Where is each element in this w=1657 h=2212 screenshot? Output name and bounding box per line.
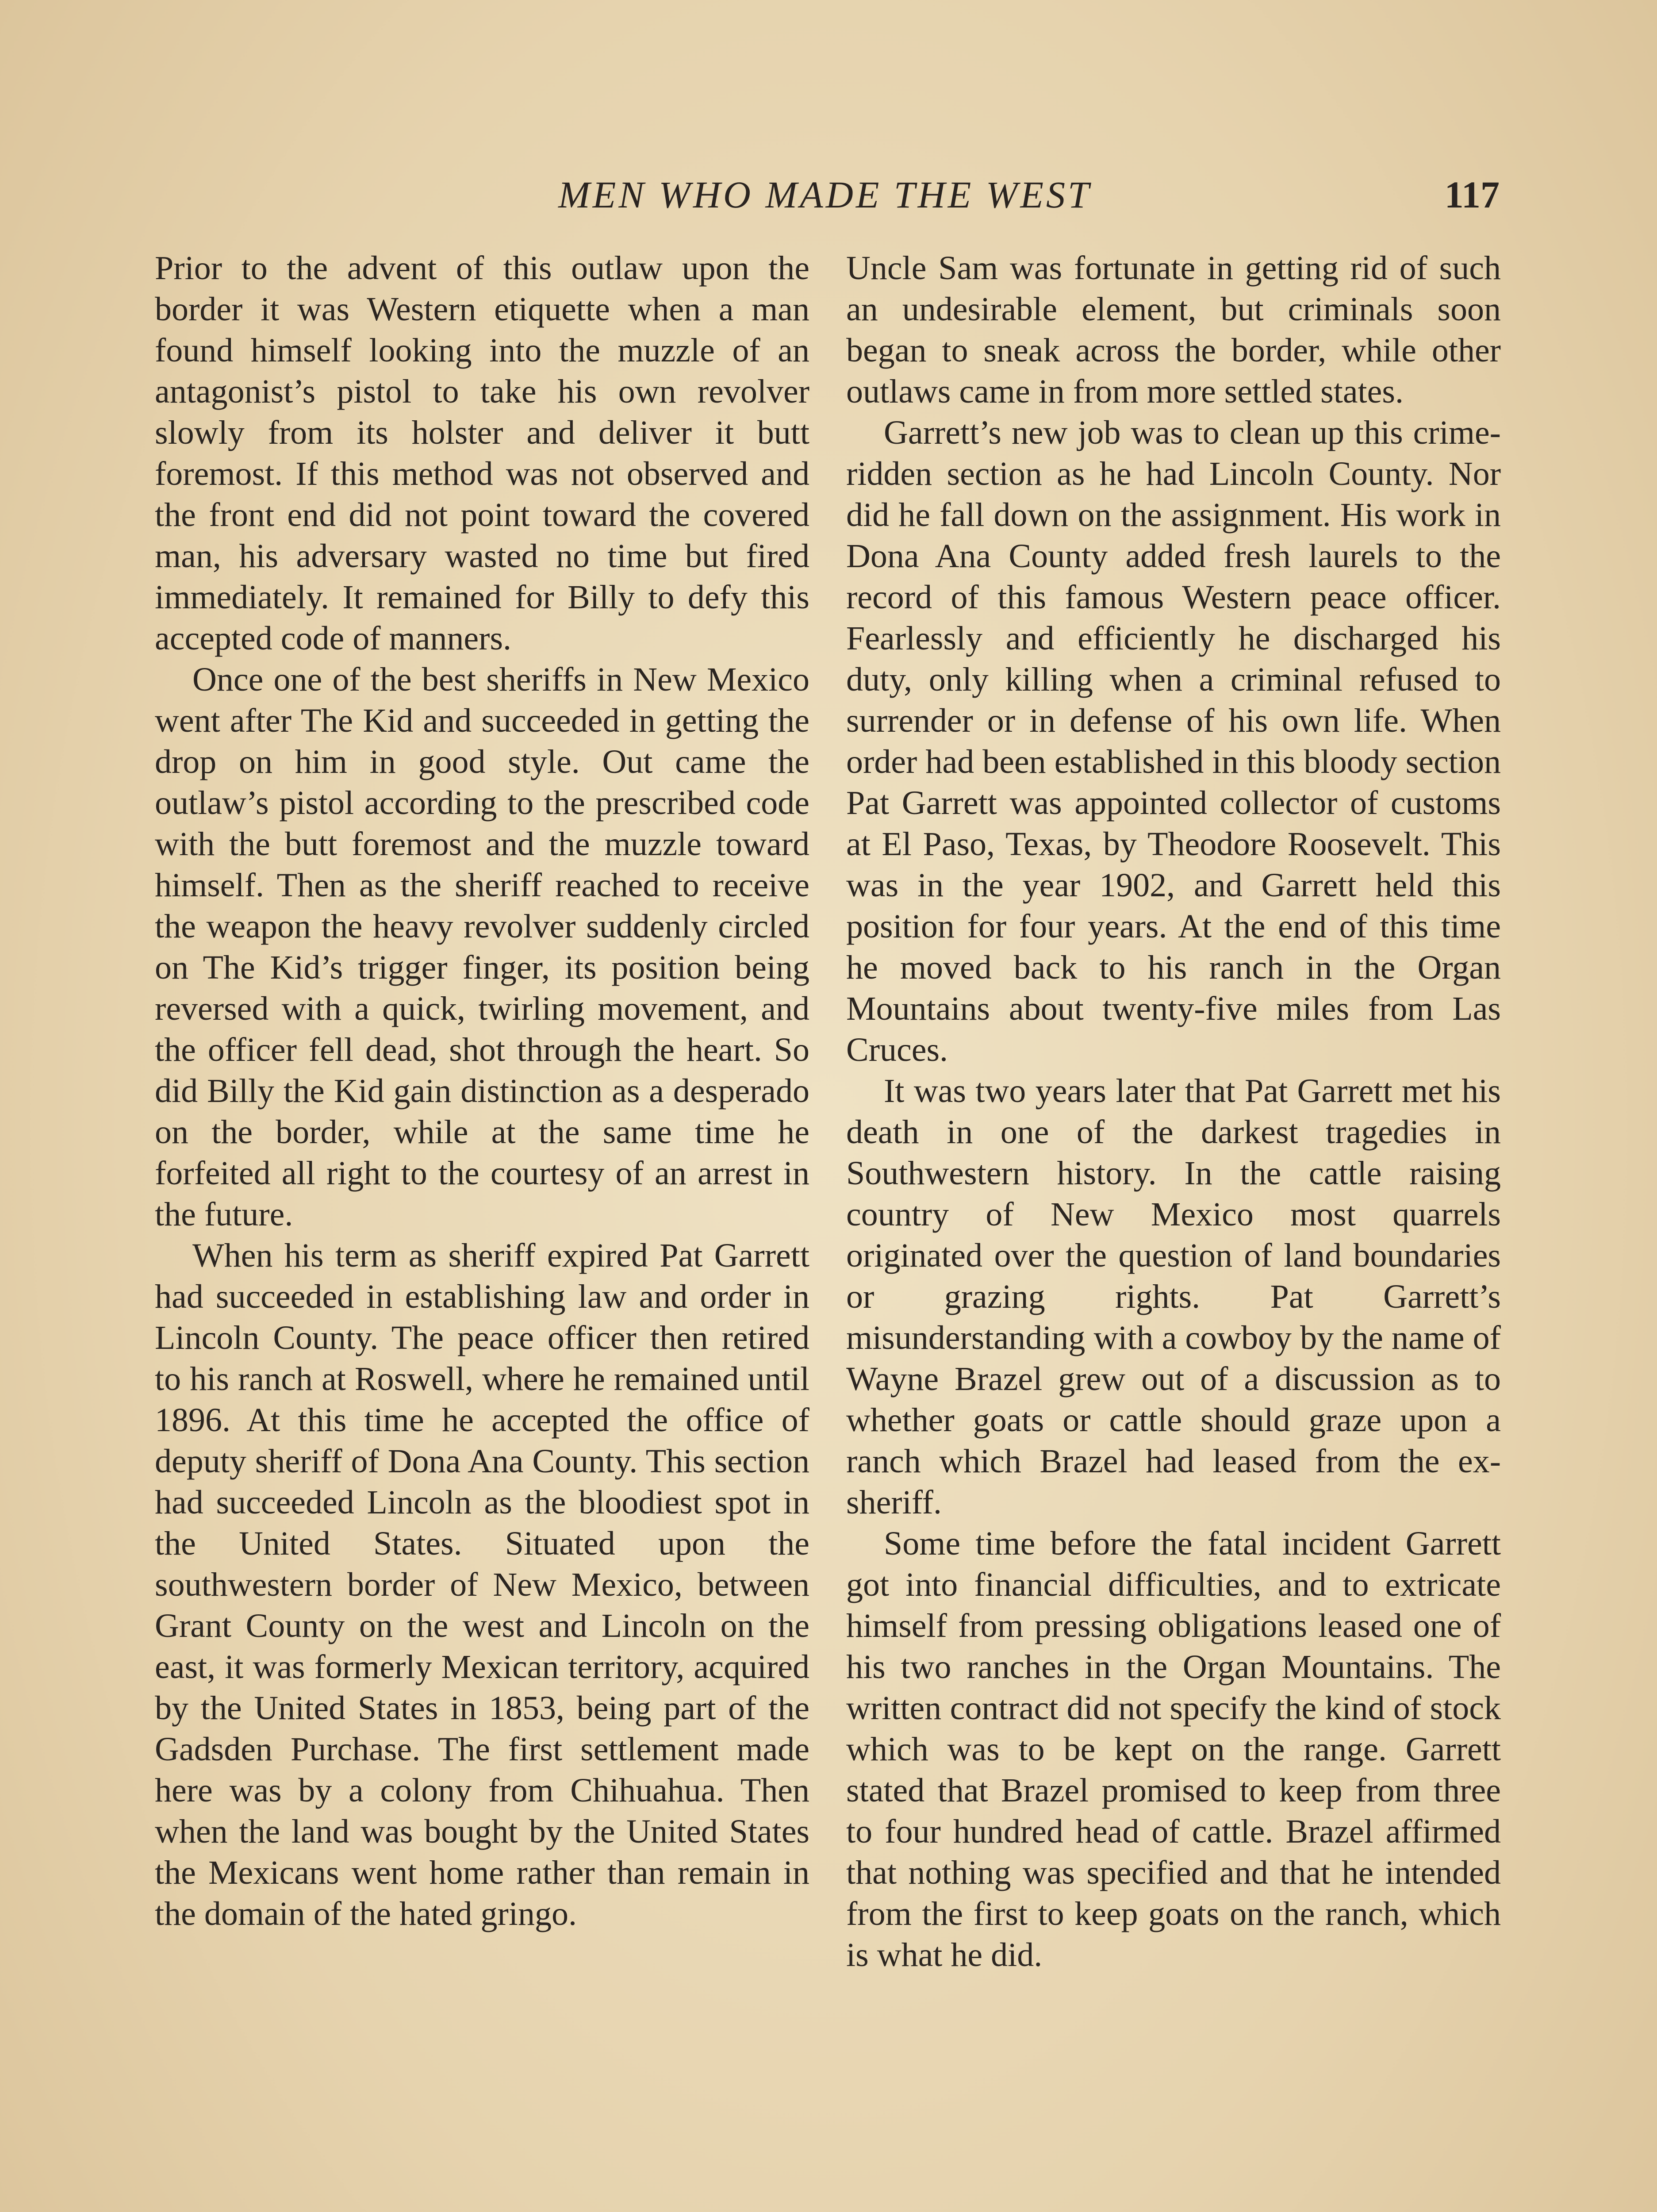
running-head [150, 168, 1500, 221]
paragraph: Prior to the advent of this outlaw upon the border it was Western etiquette when a man found himself looking into the muzzle of an antagonist’s pistol to take his own revolver slowly from its holster and deliver it butt foremost. If this method was not observed and the front end did not point toward the covered man, his adversary wasted no time but fired immediately. It remained for Billy to defy this accepted code of manners. [155, 250, 809, 657]
left-column [155, 248, 809, 1935]
paragraph: Once one of the best sheriffs in New Mexico went after The Kid and succeeded in getting the drop on him in good style. Out came the outlaw’s pistol according to the prescribed code with the butt foremost and the muzzle toward himself. Then as the sheriff reached to receive the weapon the heavy revolver suddenly circled on The Kid’s trigger finger, its position being reversed with a quick, twirling movement, and the officer fell dead, shot through the heart. So did Billy the Kid gain distinction as a desperado on the border, while at the same time he forfeited all right to the courtesy of an arrest in the future. [155, 661, 809, 1233]
paragraph: Some time before the fatal incident Garrett got into financial difficulties, and to extricate himself from pressing obligations leased one of his two ranches in the Organ Mountains. The written contract did not specify the kind of stock which was to be kept on the range. Garrett stated that Brazel promised to keep from three to four hundred head of cattle. Brazel affirmed that nothing was specified and that he intended from the first to keep goats on the ranch, which is what he did. [846, 1525, 1501, 1974]
paragraph: When his term as sheriff expired Pat Garrett had succeeded in establishing law and order in Lincoln County. The peace officer then retired to his ranch at Roswell, where he remained until 1896. At this time he accepted the office of deputy sheriff of Dona Ana County. This section had succeeded Lincoln as the bloodiest spot in the United States. Situated upon the southwestern border of New Mexico, between Grant County on the west and Lincoln on the east, it was formerly Mexican territory, acquired by the United States in 1853, being part of the Gadsden Purchase. The first settlement made here was by a colony from Chihuahua. Then when the land was bought by the United States the Mexicans went home rather than remain in the domain of the hated gringo. [155, 1237, 809, 1932]
paragraph: Garrett’s new job was to clean up this crime-ridden section as he had Lincoln County. Nor did he fall down on the assignment. His work in Dona Ana County added fresh laurels to the record of this famous Western peace officer. Fearlessly and efficiently he discharged his duty, only killing when a criminal refused to surrender or in defense of his own life. When order had been established in this bloody section Pat Garrett was appointed collector of customs at El Paso, Texas, by Theodore Roosevelt. This was in the year 1902, and Garrett held this position for four years. At the end of this time he moved back to his ranch in the Organ Mountains about twenty-five miles from Las Cruces. [846, 414, 1501, 1068]
paragraph: It was two years later that Pat Garrett met his death in one of the darkest tragedies in Southwestern history. In the cattle raising country of New Mexico most quarrels originated over the question of land boundaries or grazing rights. Pat Garrett’s misunderstanding with a cowboy by the name of Wayne Brazel grew out of a discussion as to whether goats or cattle should graze upon a ranch which Brazel had leased from the ex-sheriff. [846, 1072, 1501, 1521]
right-column [846, 248, 1501, 1976]
page-number: 117 [1444, 173, 1500, 216]
running-title: MEN WHO MADE THE WEST [558, 173, 1092, 216]
paragraph: Uncle Sam was fortunate in getting rid of such an undesirable element, but criminals soon began to sneak across the border, while other outlaws came in from more settled states. [846, 250, 1501, 410]
